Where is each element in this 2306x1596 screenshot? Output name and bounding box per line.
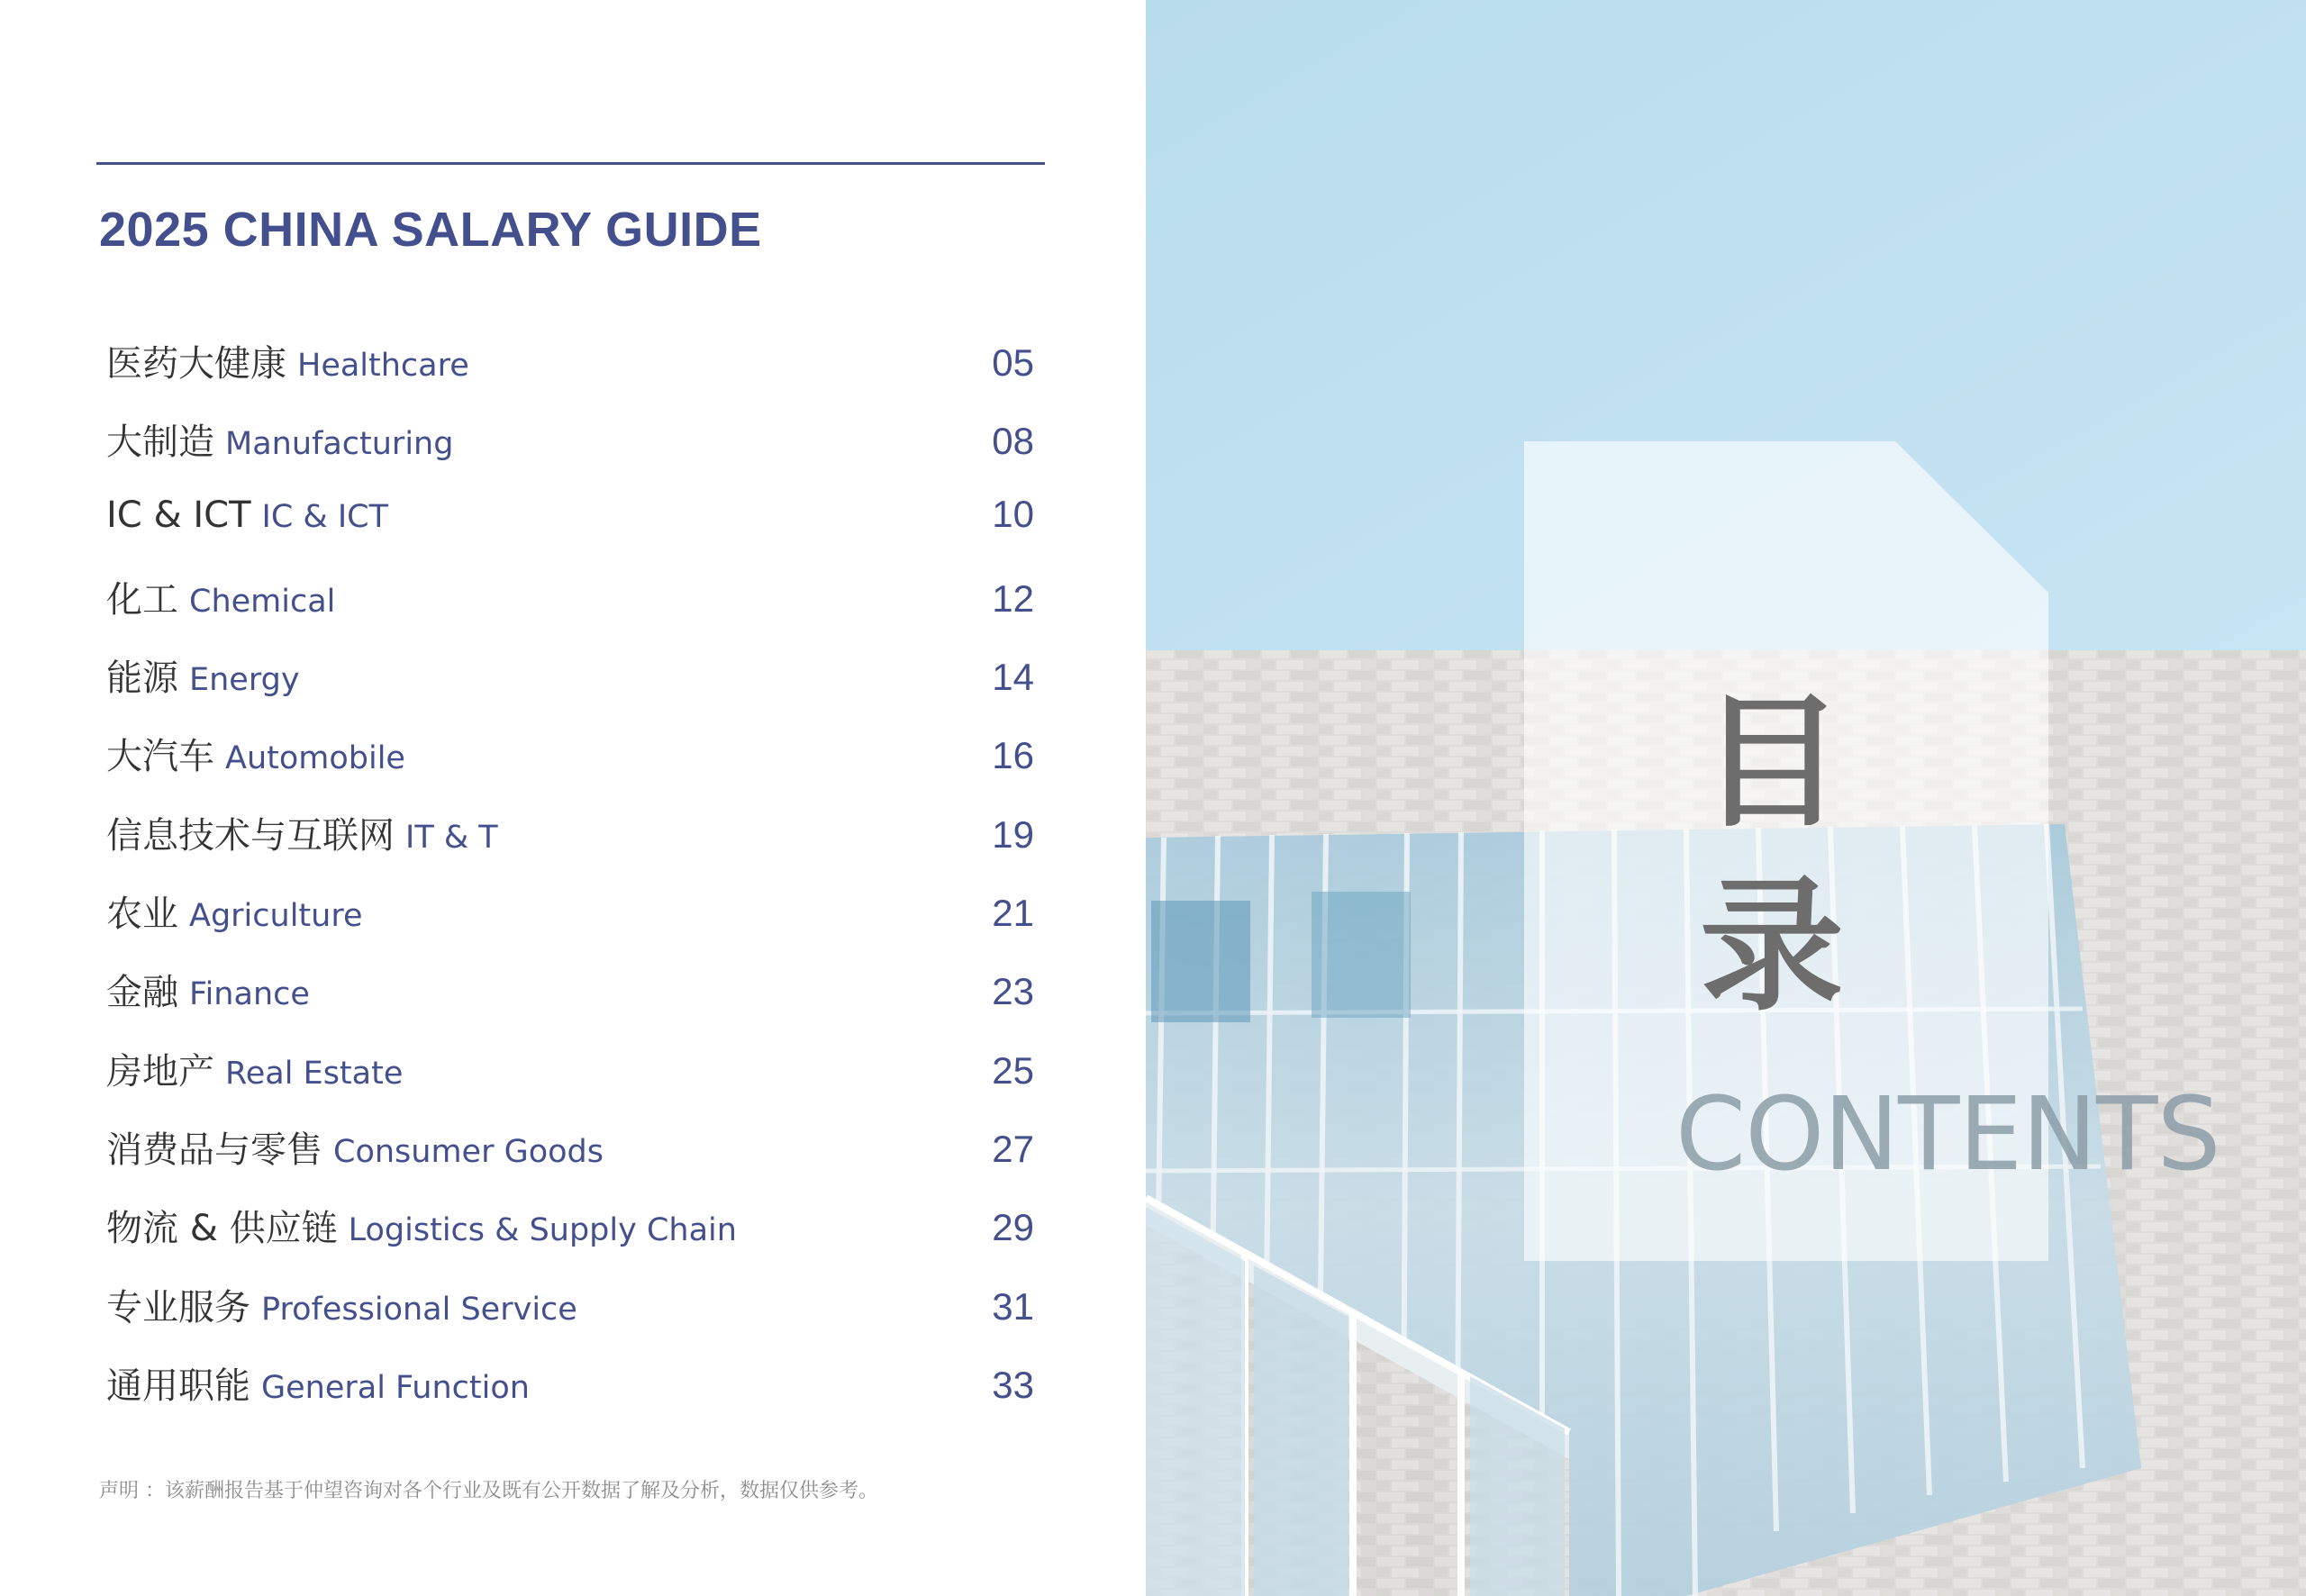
guide-title: 2025 CHINA SALARY GUIDE	[99, 203, 762, 257]
toc-item-page: 23	[992, 970, 1034, 1013]
toc-item-page: 33	[992, 1363, 1034, 1406]
toc-item-page: 05	[992, 341, 1034, 384]
toc-item-cn: 医药大健康	[106, 343, 286, 385]
toc-item-page: 31	[992, 1284, 1034, 1328]
toc-item-en: Chemical	[189, 583, 336, 620]
toc-item[interactable]	[106, 728, 1034, 806]
toc-item-en: Consumer Goods	[333, 1133, 604, 1170]
cover-photo	[1146, 0, 2306, 1596]
toc-item-page: 27	[992, 1127, 1034, 1170]
toc-item-en: Real Estate	[225, 1055, 404, 1092]
disclaimer: 声明 ：该薪酬报告基于仲望咨询对各个行业及既有公开数据了解及分析，数据仅供参考。	[99, 1480, 878, 1502]
toc-item-page: 08	[992, 420, 1034, 463]
toc-item-page: 19	[992, 812, 1034, 856]
toc-item-page: 29	[992, 1206, 1034, 1249]
toc-item-en: Manufacturing	[225, 426, 454, 463]
toc-item-en: Finance	[189, 976, 310, 1013]
toc-item[interactable]	[106, 1121, 1034, 1200]
toc-item-page: 10	[992, 492, 1034, 535]
toc-item-cn: 物流 & 供应链	[106, 1208, 338, 1250]
toc-item[interactable]	[106, 335, 1034, 413]
toc-item-cn: 化工	[106, 578, 178, 621]
toc-item-cn: 房地产	[106, 1050, 214, 1093]
toc-item-en: IC & ICT	[261, 498, 388, 535]
toc-item-cn: IC & ICT	[106, 494, 251, 536]
top-divider	[96, 162, 1045, 165]
toc-item[interactable]	[106, 571, 1034, 649]
toc-item-cn: 信息技术与互联网	[106, 814, 395, 857]
toc-item-cn: 大汽车	[106, 736, 214, 778]
table-of-contents	[106, 335, 1034, 1436]
toc-item-cn: 大制造	[106, 422, 214, 464]
toc-item-cn: 通用职能	[106, 1365, 250, 1407]
toc-item[interactable]	[106, 1357, 1034, 1436]
toc-item-cn: 专业服务	[106, 1286, 250, 1328]
toc-item-page: 25	[992, 1048, 1034, 1092]
toc-item-en: Professional Service	[261, 1291, 577, 1328]
toc-item[interactable]	[106, 1279, 1034, 1357]
toc-item-cn: 消费品与零售	[106, 1129, 322, 1171]
toc-item-en: Energy	[189, 662, 300, 699]
toc-item[interactable]	[106, 413, 1034, 492]
toc-item[interactable]	[106, 649, 1034, 728]
toc-item-page: 21	[992, 892, 1034, 935]
toc-item-page: 14	[992, 656, 1034, 699]
toc-panel	[0, 0, 1146, 1596]
toc-item[interactable]	[106, 964, 1034, 1042]
toc-item-cn: 金融	[106, 972, 178, 1014]
toc-item-en: Agriculture	[189, 898, 363, 935]
toc-item-en: Healthcare	[297, 348, 469, 384]
toc-item[interactable]	[106, 885, 1034, 964]
toc-item-page: 12	[992, 576, 1034, 620]
toc-item-page: 16	[992, 734, 1034, 777]
toc-item[interactable]	[106, 807, 1034, 885]
toc-item[interactable]	[106, 1043, 1034, 1121]
toc-item[interactable]	[106, 493, 1034, 571]
contents-title-en: CONTENTS	[1675, 1076, 2220, 1193]
toc-item[interactable]	[106, 1200, 1034, 1278]
toc-item-en: General Function	[261, 1369, 530, 1406]
toc-item-en: Automobile	[225, 740, 405, 777]
toc-item-en: Logistics & Supply Chain	[348, 1212, 737, 1249]
toc-item-cn: 农业	[106, 893, 178, 936]
contents-title-cn: 目录	[1699, 678, 1844, 1030]
toc-item-cn: 能源	[106, 657, 178, 700]
toc-item-en: IT & T	[405, 819, 498, 856]
